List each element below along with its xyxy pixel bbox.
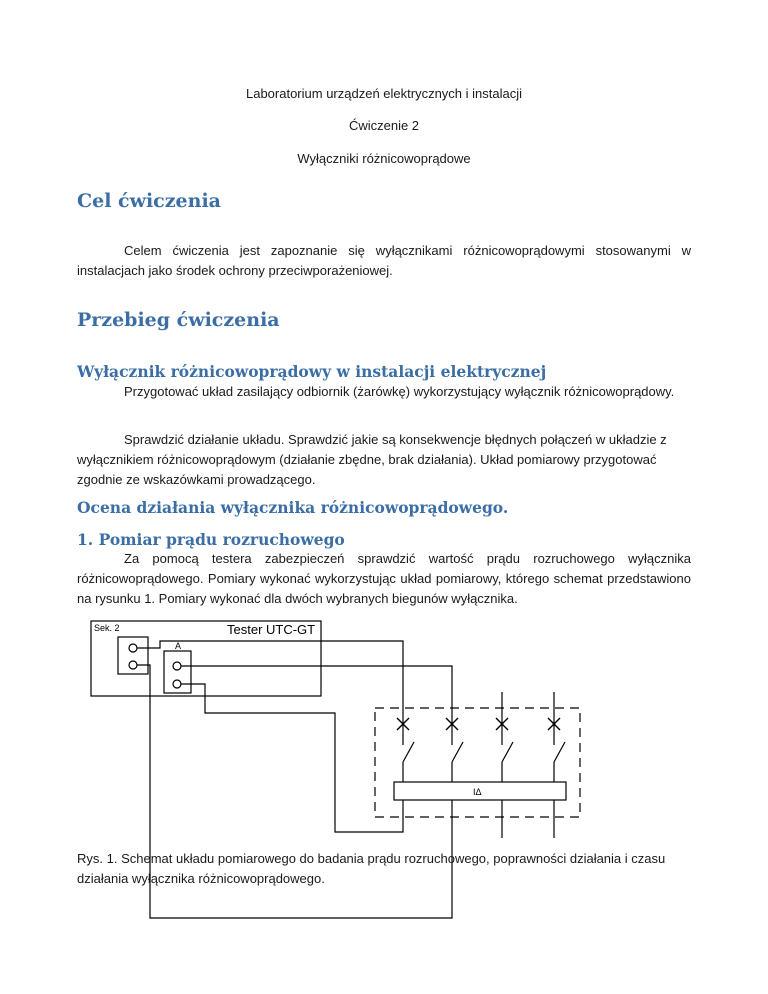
terminal-sek2-bottom <box>129 661 137 669</box>
header-lab-title: Laboratorium urządzeń elektrycznych i instalacji <box>245 86 522 101</box>
terminal-a-top <box>173 662 181 670</box>
header-exercise-number: Ćwiczenie 2 <box>348 118 420 133</box>
figure-caption: Rys. 1. Schemat układu pomiarowego do badania prądu rozruchowego, poprawności działania i czasu działania wyłącznika różnicowoprądowego. <box>77 851 666 886</box>
terminal-a-bottom <box>173 680 181 688</box>
tester-label: Tester UTC-GT <box>227 622 316 637</box>
rcd-installation-paragraph-2: Sprawdzić działanie układu. Sprawdzić jakie są konsekwencje błędnych połączeń w układzie z wyłącznikiem różnicowoprądowym (działanie zbędne, brak działania). Układ pomiarowy przygotować zgodnie ze wskazówkami prowadzącego. <box>77 432 667 487</box>
heading-goal: Cel ćwiczenia <box>77 190 221 212</box>
rcd-housing-dashed <box>375 708 580 817</box>
wire-second-pole <box>181 666 452 724</box>
rcd-installation-paragraph-1: Przygotować układ zasilający odbiornik (żarówkę) wykorzystujący wyłącznik różnicowoprądowy. <box>124 384 675 399</box>
heading-inrush-current: 1. Pomiar prądu rozruchowego <box>77 530 345 549</box>
heading-rcd-evaluation: Ocena działania wyłącznika różnicowoprądowego. <box>77 498 509 517</box>
terminal-a-label: A <box>175 641 182 651</box>
terminal-sek2-top <box>129 644 137 652</box>
header-exercise-topic: Wyłączniki różnicowoprądowe <box>297 151 471 166</box>
inrush-current-paragraph: Za pomocą testera zabezpieczeń sprawdzić wartość prądu rozruchowego wyłącznika różnicowoprądowego. Pomiary wykonać wykorzystując układ pomiarowy, którego schemat przedstawiono na rysunku 1. Pomiary wykonać dla dwóch wybranych biegunów wyłącznika. <box>77 551 691 606</box>
heading-rcd-installation: Wyłącznik różnicowoprądowy w instalacji elektrycznej <box>77 362 547 381</box>
wire-a-return <box>181 684 403 832</box>
sensor-label: IΔ <box>473 787 482 797</box>
section-label: Sek. 2 <box>94 623 120 633</box>
heading-course: Przebieg ćwiczenia <box>77 309 280 331</box>
goal-paragraph: Celem ćwiczenia jest zapoznanie się wyłącznikami różnicowoprądowymi stosowanymi w instalacjach jako środek ochrony przeciwporażeniowej. <box>77 243 691 278</box>
